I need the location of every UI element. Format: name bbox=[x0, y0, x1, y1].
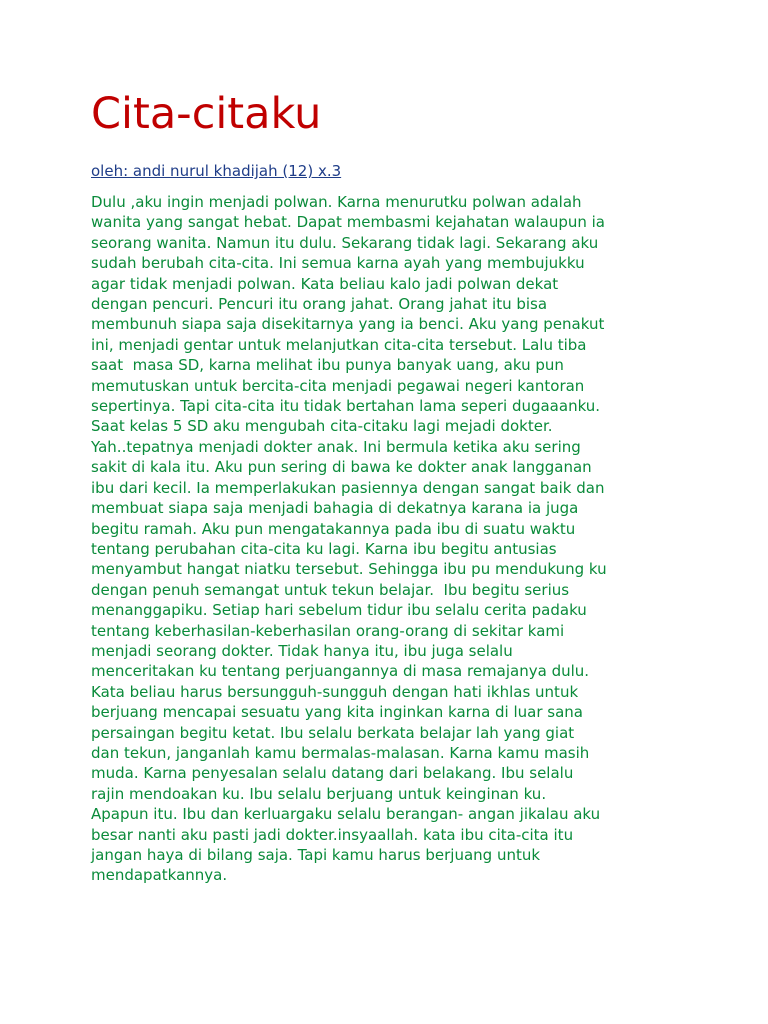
body-line: seorang wanita. Namun itu dulu. Sekarang tidak lagi. Sekarang aku bbox=[91, 233, 599, 252]
body-line: dengan pencuri. Pencuri itu orang jahat. Orang jahat itu bisa bbox=[91, 295, 548, 314]
body-line: persaingan begitu ketat. Ibu selalu berkata belajar lah yang giat bbox=[91, 723, 575, 742]
body-line: dan tekun, janganlah kamu bermalas-malasan. Karna kamu masih bbox=[91, 743, 590, 762]
body-line: Yah..tepatnya menjadi dokter anak. Ini bermula ketika aku sering bbox=[91, 437, 581, 456]
body-line: Saat kelas 5 SD aku mengubah cita-citaku lagi mejadi dokter. bbox=[91, 417, 553, 436]
body-line: sudah berubah cita-cita. Ini semua karna ayah yang membujukku bbox=[91, 254, 585, 273]
body-line: menyambut hangat niatku tersebut. Sehingga ibu pu mendukung ku bbox=[91, 560, 607, 579]
body-line: memutuskan untuk bercita-cita menjadi pegawai negeri kantoran bbox=[91, 376, 585, 395]
body-line: membuat siapa saja menjadi bahagia di dekatnya karana ia juga bbox=[91, 499, 579, 518]
body-line: rajin mendoakan ku. Ibu selalu berjuang untuk keinginan ku. bbox=[91, 784, 547, 803]
body-line: tentang keberhasilan-keberhasilan orang-orang di sekitar kami bbox=[91, 621, 565, 640]
body-line: sepertinya. Tapi cita-cita itu tidak bertahan lama seperi dugaaanku. bbox=[91, 397, 601, 416]
body-line: tentang perubahan cita-cita ku lagi. Karna ibu begitu antusias bbox=[91, 539, 557, 558]
author-byline: oleh: andi nurul khadijah (12) x.3 bbox=[91, 162, 342, 180]
body-line: muda. Karna penyesalan selalu datang dari belakang. Ibu selalu bbox=[91, 764, 574, 783]
body-line: begitu ramah. Aku pun mengatakannya pada ibu di suatu waktu bbox=[91, 519, 576, 538]
document-title: Cita-citaku bbox=[91, 89, 322, 139]
body-line: jangan haya di bilang saja. Tapi kamu harus berjuang untuk bbox=[91, 846, 541, 864]
body-line: membunuh siapa saja disekitarnya yang ia benci. Aku yang penakut bbox=[91, 315, 605, 334]
body-line: besar nanti aku pasti jadi dokter.insyaallah. kata ibu cita-cita itu bbox=[91, 825, 574, 844]
body-line: berjuang mencapai sesuatu yang kita inginkan karna di luar sana bbox=[91, 703, 583, 722]
body-line: menjadi seorang dokter. Tidak hanya itu, ibu juga selalu bbox=[91, 641, 513, 660]
body-line: ibu dari kecil. Ia memperlakukan pasiennya dengan sangat baik dan bbox=[91, 478, 605, 497]
body-line: sakit di kala itu. Aku pun sering di bawa ke dokter anak langganan bbox=[91, 458, 592, 477]
body-line: Kata beliau harus bersungguh-sungguh dengan hati ikhlas untuk bbox=[91, 682, 579, 701]
body-line: dengan penuh semangat untuk tekun belajar. Ibu begitu serius bbox=[91, 580, 570, 599]
body-line: wanita yang sangat hebat. Dapat membasmi kejahatan walaupun ia bbox=[91, 213, 605, 232]
body-line: Dulu ,aku ingin menjadi polwan. Karna menurutku polwan adalah bbox=[91, 193, 582, 211]
body-line: saat masa SD, karna melihat ibu punya banyak uang, aku pun bbox=[91, 356, 564, 375]
body-line: menceritakan ku tentang perjuangannya di masa remajanya dulu. bbox=[91, 662, 590, 681]
body-line: agar tidak menjadi polwan. Kata beliau kalo jadi polwan dekat bbox=[91, 274, 559, 293]
body-line: Apapun itu. Ibu dan kerluargaku selalu berangan- angan jikalau aku bbox=[91, 805, 601, 824]
body-line: mendapatkannya. bbox=[91, 866, 228, 885]
essay-body bbox=[91, 192, 607, 886]
body-line: ini, menjadi gentar untuk melanjutkan cita-cita tersebut. Lalu tiba bbox=[91, 335, 587, 354]
body-line: menanggapiku. Setiap hari sebelum tidur ibu selalu cerita padaku bbox=[91, 601, 587, 620]
